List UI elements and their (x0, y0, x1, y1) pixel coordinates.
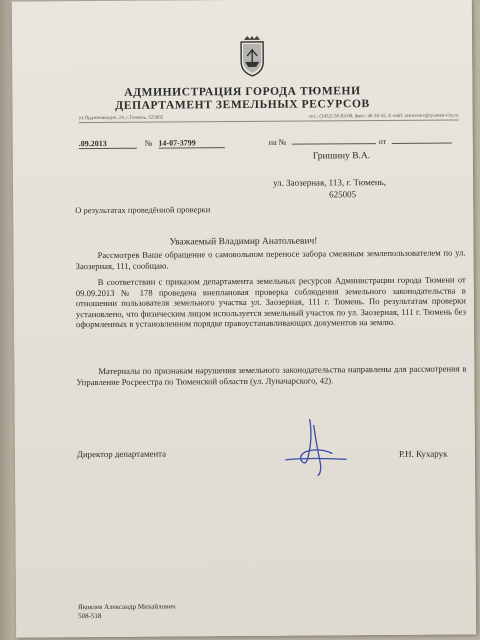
recipient-name: Гришину В.А. (312, 151, 371, 162)
signatory-position: Директор департамента (76, 448, 167, 460)
paragraph-2: В соответствии с приказом департамента земельных ресурсов Администрации города Тюмени от 09.09.2013 № 178 проведена внеплановая проверка соблюдения земельного законодательства в отношении пользователя земельного участка ул. Заозерная, 111 г. Тюмень. По результатам проверки установлено, что физическим лицом используется земельный участок по ул. Заозерная, 111 г. Тюмень без оформленных в установленном порядке правоустанавливающих документов на землю. (75, 274, 466, 330)
organization-phones: тел.: (3452) 50-83-00, факс: 46-16-42, E-mail: zemresurs@tyumen-city.ru (308, 113, 459, 120)
reply-to-number: на № (269, 137, 377, 147)
letter-subject: О результатах проведённой проверки (75, 204, 211, 216)
executor-name: Яковлев Александр Михайлович (77, 602, 176, 612)
organization-contacts (79, 113, 459, 123)
handwritten-signature (280, 417, 350, 477)
greeting: Уважаемый Владимир Анатольевич! (169, 236, 318, 248)
executor-phone: 508-518 (78, 612, 102, 621)
city-emblem-icon (238, 36, 266, 78)
registration-number: № 14-07-3799 (145, 138, 225, 149)
registration-date: .09.2013 (79, 139, 137, 149)
recipient-address-line2: 625005 (329, 189, 357, 200)
department-name: ДЕПАРТАМЕНТ ЗЕМЕЛЬНЫХ РЕСУРСОВ (115, 98, 370, 112)
recipient-address-line1: ул. Заозерная, 113, г. Тюмень, (273, 177, 387, 188)
organization-address: ул.Орджоникидзе, 24, г.Тюмень, 625002 (78, 115, 164, 122)
letter-page (12, 0, 476, 638)
paragraph-3: Материалы по признакам нарушения земельного законодательства направлены для рассмотрения в Управление Росреестра по Тюменской области (ул. Луначарского, 42). (76, 363, 467, 387)
organization-name: АДМИНИСТРАЦИЯ ГОРОДА ТЮМЕНИ (124, 85, 361, 99)
reply-to-date: от (379, 137, 452, 147)
paragraph-1: Рассмотрев Ваше обращение о самовольном переносе забора смежным землепользователем по ул. Заозерная, 111, сообщаю. (75, 247, 466, 271)
signatory-name: Р.Н. Кухарук (398, 448, 448, 459)
